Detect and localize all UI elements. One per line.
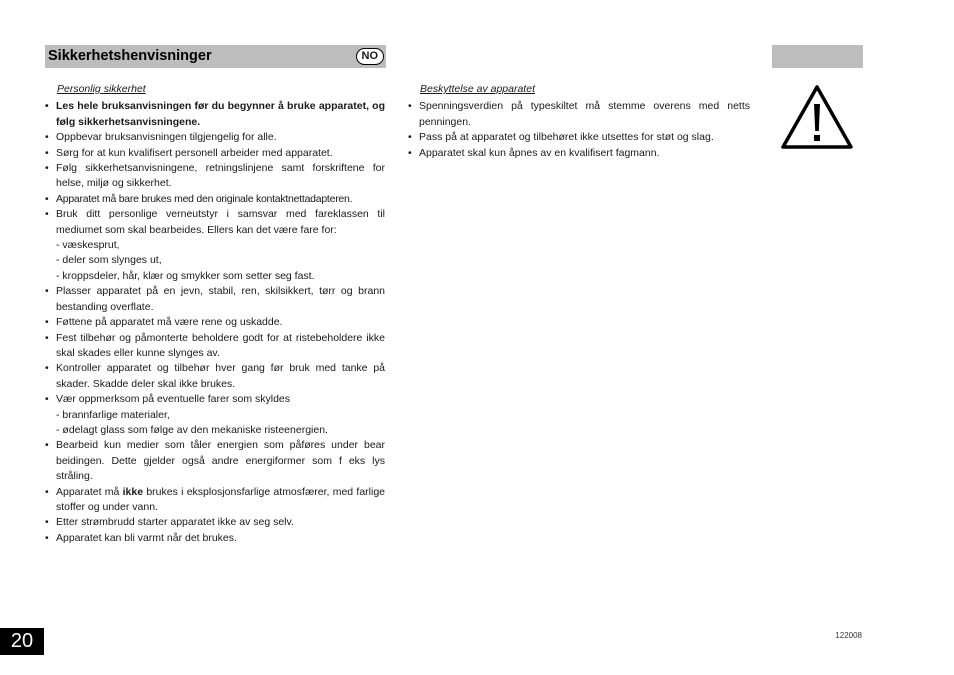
sub-item: - væskesprut, bbox=[56, 239, 120, 252]
list-item: • Bearbeid kun medier som tåler energien som påføres under bear beidingen. Dette gjelder også andre energiformer som f eks lys stråling. bbox=[45, 439, 385, 483]
list-item: • Kontroller apparatet og tilbehør hver gang før bruk med tanke på skader. Skadde deler skal ikke brukes. bbox=[45, 362, 385, 390]
list-item: • Apparatet kan bli varmt når det brukes. bbox=[45, 531, 237, 544]
list-item: • Pass på at apparatet og tilbehøret ikke utsettes for støt og slag. bbox=[408, 131, 714, 144]
sub-item: - deler som slynges ut, bbox=[56, 254, 162, 267]
section-title: Sikkerhetshenvisninger bbox=[48, 48, 212, 64]
list-item: • Apparatet skal kun åpnes av en kvalifisert fagmann. bbox=[408, 146, 660, 159]
list-item: • Apparatet må ikke brukes i eksplosjonsfarlige atmosfærer, med farlige stoffer og under vann. bbox=[45, 485, 385, 513]
section-header-bar bbox=[45, 45, 386, 68]
list-item: • Sørg for at kun kvalifisert personell arbeider med apparatet. bbox=[45, 146, 333, 159]
list-item: • Vær oppmerksom på eventuelle farer som skyldes bbox=[45, 393, 291, 406]
list-item: • Oppbevar bruksanvisningen tilgjengelig for alle. bbox=[45, 131, 277, 144]
right-header-bar bbox=[772, 45, 863, 68]
list-item: • Fest tilbehør og påmonterte beholdere godt for at ristebeholdere ikke skal skades eller kunne slynges av. bbox=[45, 331, 385, 359]
sub-item: - ødelagt glass som følge av den mekaniske risteenergien. bbox=[56, 423, 328, 436]
list-item: • Etter strømbrudd starter apparatet ikke av seg selv. bbox=[45, 516, 294, 529]
list-item: • Les hele bruksanvisningen før du begynner å bruke apparatet, og følg sikkerhetsanvisningene. bbox=[45, 100, 385, 128]
device-protection-heading: Beskyttelse av apparatet bbox=[420, 83, 535, 95]
list-item: • Spenningsverdien på typeskiltet må stemme overens med netts penningen. bbox=[408, 100, 750, 128]
list-item: • Følg sikkerhetsanvisningene, retningslinjene samt forskriftene for helse, miljø og sikkerhet. bbox=[45, 162, 385, 190]
personal-safety-column bbox=[45, 82, 385, 546]
device-protection-column bbox=[408, 82, 750, 161]
list-item: • Føttene på apparatet må være rene og uskadde. bbox=[45, 316, 283, 329]
list-item: • Plasser apparatet på en jevn, stabil, ren, skilsikkert, tørr og brann bestanding overflate. bbox=[45, 285, 385, 313]
list-item: • Bruk ditt personlige verneutstyr i samsvar med fareklassen til mediumet som skal bearbeides. Ellers kan det være fare for: bbox=[45, 208, 385, 236]
language-badge: NO bbox=[356, 48, 385, 65]
sub-item: - kroppsdeler, hår, klær og smykker som setter seg fast. bbox=[56, 269, 315, 282]
warning-triangle-icon bbox=[780, 84, 854, 150]
document-code: 122008 bbox=[835, 631, 862, 640]
sub-item: - brannfarlige materialer, bbox=[56, 408, 170, 421]
list-item: • Apparatet må bare brukes med den originale kontaktnettadapteren. bbox=[45, 192, 353, 205]
personal-safety-heading: Personlig sikkerhet bbox=[57, 83, 146, 95]
page-number: 20 bbox=[0, 628, 44, 655]
